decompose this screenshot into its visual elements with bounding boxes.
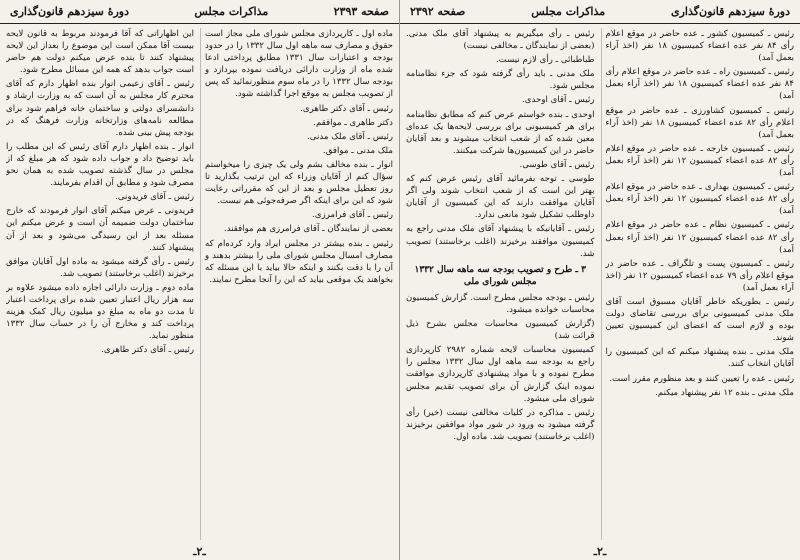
paragraph: (گزارش کمیسیون محاسبات مجلس بشرح ذیل قرائت شد) bbox=[406, 319, 595, 342]
paragraph: رئیس ـ کمیسیون پست و تلگراف ـ عده حاضر در موقع اعلام رأی ۷۹ عده اعضاء کمیسیون ۱۲ نفر (اخذ آراء بعمل آمد) bbox=[605, 258, 794, 293]
paragraph: ملک مدنی ـ بنده ۱۲ نفر پیشنهاد میکنم. bbox=[655, 387, 794, 398]
paragraph: رئیس ـ آقای دکتر طاهری. bbox=[101, 345, 194, 356]
paragraph: رئیس ـ بطوریکه خاطر آقایان مسبوق است آقای ملک مدنی کمیسیونی برای بررسی تقاضای دولت بوده و لازم است که اعضای این کمیسیون تعیین شوند. bbox=[605, 296, 794, 344]
paragraph: ماده دوم ـ وزارت دارائی اجازه داده میشود علاوه بر سه هزار ریال اعتبار تعیین شده برای پرداخت اعتبار تا مدت دو ماه به مبلغ دو میلیون ریال کمک هزینه پرداخت کند و مخارج آن را در حساب سال ۱۳۳۲ منظور نماید. bbox=[6, 282, 194, 342]
paragraph: رئیس ـ آقای اوحدی. bbox=[522, 95, 595, 106]
paragraph: رئیس ـ کمیسیون نظام ـ عده حاضر در موقع اعلام رأی ۸۲ عده اعضاء کمیسیون ۱۲ نفر (اخذ آراء بعمل آمد) bbox=[605, 220, 794, 255]
paragraph: اوحدی ـ بنده خواستم عرض کنم که مطابق نظامنامه برای هر کمیسیونی برای بررسی لایحه‌ها یک عده‌ای معین شده که از شعب انتخاب میشوند و بعد آقایان حاضر در این کمیسیون‌ها شرکت میکنند. bbox=[406, 109, 595, 156]
paragraph: این اظهاراتی که آقا فرمودند مربوط به قانون لایحه بیست آقا ممکن است این موضوع را بعداز این لایحه پیشنهاد کنند تا بنده عرض میکنم دولت هم حاضر است جواب بدهد که همه این مسائل مطرح شود. bbox=[6, 29, 194, 76]
right-page-session: دورهٔ سیزدهم قانون‌گذاری bbox=[671, 5, 790, 18]
paragraph: رئیس ـ آقای طوسی. bbox=[519, 159, 595, 170]
paragraph: رئیس ـ عده را تعیین کنند و بعد منظورم مقرر است. bbox=[609, 373, 794, 384]
paragraph: رئیس ـ آقایانیکه با پیشنهاد آقای ملک مدنی راجع به کمیسیون موافقند برخیزند (اغلب برخاستند) تصویب شد. bbox=[406, 224, 595, 259]
right-page-header bbox=[400, 0, 800, 24]
paragraph: ملک مدنی ـ باید رأی گرفته شود که جزء نظامنامه مجلس شود. bbox=[406, 69, 595, 92]
left-page-number: صفحه ۲۳۹۳ bbox=[333, 5, 389, 18]
paragraph: طباطبائی ـ رأی لازم نیست. bbox=[495, 55, 595, 66]
left-page-title: مذاکرات مجلس bbox=[194, 5, 269, 18]
paragraph: رئیس ـ آقای ملک مدنی. bbox=[307, 131, 393, 142]
left-page-right-column bbox=[200, 28, 393, 540]
paragraph: انوار ـ بنده اظهار دارم آقای رئیس که این مطلب را باید توضیح داد و جواب داده شود که هر مبلغ که از مجلس در سال گذشته تصویب شده به همان نحو مصرف شود و مطابق آن اقدام بفرمایند. bbox=[6, 141, 194, 189]
paragraph: رئیس ـ مذاکره در کلیات مخالفی نیست (خیر) رأی گرفته میشود به ورود در شور مواد موافقین برخیزند (اغلب برخاستند) تصویب شد. ماده اول. bbox=[406, 407, 595, 442]
paragraph: رئیس ـ آقای فرامرزی. bbox=[312, 210, 393, 221]
paragraph: رئیس ـ آقای دکتر طاهری. bbox=[300, 103, 393, 114]
left-page-columns bbox=[6, 28, 393, 540]
left-page-left-column bbox=[6, 28, 194, 540]
paragraph: رئیس ـ کمیسیون کشاورزی ـ عده حاضر در موقع اعلام رأی ۸۲ عده اعضاء کمیسیون ۱۸ نفر (اخذ آراء بعمل آمد) bbox=[605, 105, 794, 140]
paragraph: فریدونی ـ عرض میکنم آقای انوار فرمودند که خارج ساختمان دولت ضمیمه آن است و عرض میکنم این مسئله بعد از این رسیدگی می‌شود و بعد از آن پیشنهاد کنند. bbox=[6, 206, 194, 253]
paragraph: کمیسیون محاسبات لایحه شماره ۲۹۸۲ کارپردازی راجع به بودجه سه ماهه اول سال ۱۳۳۲ مجلس را مطرح نموده و با مواد پیشنهادی کارپردازی موافقت نموده اینک گزارش آن برای تصویب تقدیم مجلس شورای ملی میشود. bbox=[406, 345, 595, 404]
paragraph: رئیس ـ کمیسیون راه ـ عده حاضر در موقع اعلام رأی ۸۴ نفر عده اعضاء کمیسیون ۱۸ نفر (اخذ آراء بعمل آمد) bbox=[605, 67, 794, 102]
paragraph: رئیس ـ کمیسیون بهداری ـ عده حاضر در موقع اعلام رأی ۸۲ عده اعضاء کمیسیون ۱۲ نفر (اخذ آراء بعمل آمد) bbox=[605, 182, 794, 217]
right-page-left-column bbox=[406, 28, 595, 540]
paragraph: انوار ـ بنده مخالف بشم ولی یک چیزی را میخواستم سؤال کنم از آقایان وزراء که این ترتیب بگذارید تا روز تعطیل مجلس و بعد از این که مقرراتی رعایت شود که این برای اینکه اگر صرفه‌جوئی هم نیست. bbox=[205, 159, 393, 207]
paragraph: بعضی از نمایندگان ـ آقای فرامرزی هم موافقند. bbox=[223, 224, 393, 235]
right-page-number: صفحه ۲۳۹۲ bbox=[410, 5, 466, 18]
paragraph: ملک مدنی ـ موافق. bbox=[323, 145, 393, 156]
left-page-header bbox=[0, 0, 399, 24]
paragraph: رئیس ـ کمیسیون کشور ـ عده حاضر در موقع اعلام رأی ۸۴ نفر عده اعضاء کمیسیون ۱۸ نفر (اخذ آراء بعمل آمد) bbox=[605, 29, 794, 64]
paragraph: رئیس ـ آقای زعیمی انوار بنده اظهار دارم که آقای محترم کار مجلس به آن است که به وزارت ارشاد و دانشسرای دولتی و ساختمان خانه فراهم شود برای مطالعه نامه‌های وزارتخانه وزارت فرهنگ که در بودجه پیش بینی شده. bbox=[6, 79, 194, 138]
paragraph: رئیس ـ کمیسیون خارجه ـ عده حاضر در موقع اعلام رأی ۸۲ عده اعضاء کمیسیون ۱۲ نفر (اخذ آراء بعمل آمد) bbox=[605, 143, 794, 179]
paragraph: رئیس ـ آقای فریدونی. bbox=[115, 192, 194, 203]
paragraph: رئیس ـ رأی گرفته میشود به ماده اول آقایان موافق برخیزند (اغلب برخاستند) تصویب شد. bbox=[6, 256, 194, 279]
right-page-right-column bbox=[601, 28, 795, 540]
paragraph: رئیس ـ بودجه مجلس مطرح است. گزارش کمیسیون محاسبات خوانده میشود. bbox=[406, 292, 595, 315]
right-page-columns bbox=[406, 28, 794, 540]
paragraph: ملک مدنی ـ بنده پیشنهاد میکنم که این کمیسیون را آقایان انتخاب کنند. bbox=[605, 347, 794, 370]
paragraph: دکتر طاهری ـ موافقم. bbox=[313, 117, 393, 128]
paragraph: رئیس ـ رأی میگیریم به پیشنهاد آقای ملک مدنی. (بعضی از نمایندگان ـ مخالفی نیست) bbox=[406, 29, 595, 52]
paragraph: طوسی ـ توجه بفرمائید آقای رئیس عرض کنم که بهتر این است که از شعب انتخاب شوند ولی اگر آقایان موافقت دارند که این کمیسیون از آقایان داوطلب تشکیل شود مانعی ندارد. bbox=[406, 174, 595, 221]
right-page bbox=[400, 0, 800, 560]
paragraph: ماده اول ـ کارپردازی مجلس شورای ملی مجاز است حقوق و مصارف سه ماهه اول سال ۱۳۳۲ را در حدود بودجه و اعتبارات سال ۱۳۳۱ مطابق پرداختی ادعا شده ماه از وزارت دارائی دریافت نموده بپردازد و بودجه سال ۱۳۳۲ را در ماه سوم منظورنمائید که پس از تصویب مجلس به موقع اجرا گذاشته شود. bbox=[205, 29, 393, 100]
left-page-session: دورهٔ سیزدهم قانون‌گذاری bbox=[10, 5, 129, 18]
right-page-title: مذاکرات مجلس bbox=[531, 5, 606, 18]
right-page-footer: ـ۲ـ bbox=[593, 545, 607, 558]
section-heading: ۳ ـ طرح و تصویب بودجه سه ماهه سال ۱۳۳۲ مجلس شورای ملی bbox=[414, 264, 586, 287]
paragraph: رئیس ـ بنده بیشتر در مجلس ایراد وارد کرده‌ام که مصارف امسال مجلس شورای ملی را بیشتر بدهند و آن را با دقت بکنند و اینکه حالا بیاید با این مسئله که بخواهند یک موقعی بیاید که این را آنجا مطرح نمایند. bbox=[205, 238, 393, 285]
left-page-footer: ـ۲ـ bbox=[193, 545, 206, 558]
